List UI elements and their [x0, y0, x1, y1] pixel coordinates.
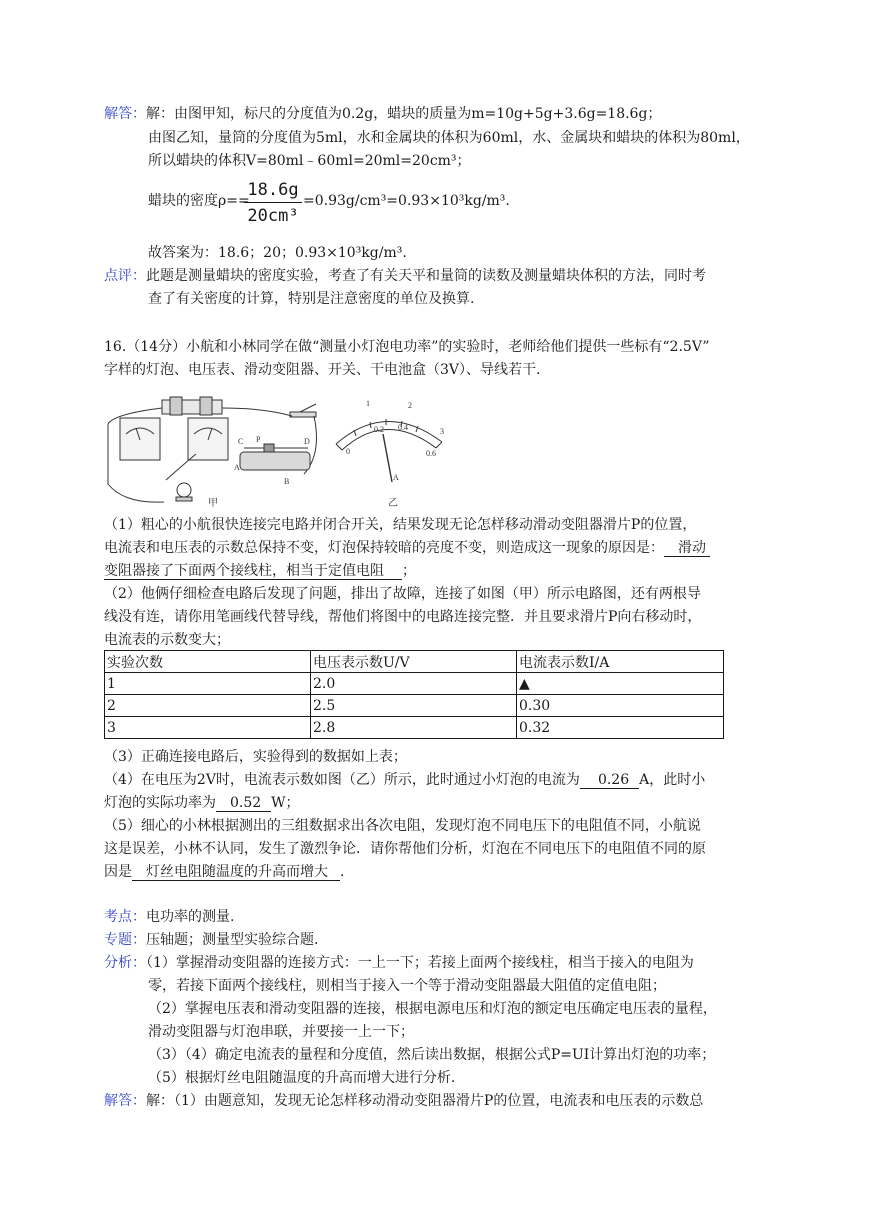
terminal-label: C — [238, 437, 244, 446]
circuit-figure — [104, 394, 464, 510]
dial-tick: 1 — [366, 399, 370, 408]
terminal-label: D — [304, 437, 310, 446]
part-3: （3）正确连接电路后，实验得到的数据如上表； — [104, 749, 407, 765]
answer-blank: 0.26 — [580, 772, 639, 789]
fraction-bar — [244, 202, 302, 203]
answer-blank: 变阻器接了下面两个接线柱，相当于定值电阻 — [104, 563, 402, 580]
part-1: （1）粗心的小航很快连接完电路并闭合开关，结果发现无论怎样移动滑动变阻器滑片P的位置， — [104, 517, 697, 533]
table-row — [105, 673, 724, 695]
answer-2: 解答：解：（1）由题意知，发现无论怎样移动滑动变阻器滑片P的位置，电流表和电压表的示数总 — [104, 1093, 704, 1109]
comment-block: 点评：此题是测量蜡块的密度实验，考查了有关天平和量筒的读数及测量蜡块体积的方法，同时考 — [104, 268, 706, 284]
table-row — [105, 695, 724, 717]
table-header-row — [105, 651, 724, 673]
data-table — [104, 650, 724, 739]
table-cell: 0.32 — [517, 717, 724, 739]
figure-label-a: 甲 — [208, 498, 218, 509]
question-16-title: 16.（14分）小航和小林同学在做“测量小灯泡电功率”的实验时，老师给他们提供一些标有“2.5V” — [104, 339, 710, 355]
answer-label: 解答：解：由图甲知，标尺的分度值为0.2g，蜡块的质量为m=10g+5g+3.6g=18.6g； — [104, 106, 662, 122]
terminal-label: P — [256, 435, 261, 444]
question-16-line: 字样的灯泡、电压表、滑动变阻器、开关、干电池盒（3V）、导线若干. — [104, 362, 541, 378]
part-2: （2）他俩仔细检查电路后发现了问题，排出了故障，连接了如图（甲）所示电路图，还有两根导 — [104, 586, 701, 602]
fenxi-line: （2）掌握电压表和滑动变阻器的连接，根据电源电压和灯泡的额定电压确定电压表的量程， — [148, 1001, 717, 1017]
table-cell: 2 — [105, 695, 311, 717]
table-header: 电压表示数U/V — [311, 651, 517, 673]
part-2-line: 电流表的示数变大； — [104, 632, 230, 648]
dial-tick: 0.2 — [374, 425, 384, 434]
dial-tick: 3 — [440, 427, 444, 436]
zhuanti: 专题：压轴题；测量型实验综合题. — [104, 932, 319, 948]
table-cell: 0.30 — [517, 695, 724, 717]
table-cell: 2.8 — [311, 717, 517, 739]
density-suffix: =0.93g/cm³=0.93×10³kg/m³. — [303, 193, 510, 209]
figure-label-b: 乙 — [388, 498, 398, 509]
fraction-denominator: 20cm³ — [247, 206, 299, 226]
part-4: （4）在电压为2V时，电流表示数如图（乙）所示，此时通过小灯泡的电流为 0.26 A，此时小 — [104, 772, 706, 788]
fenxi: 分析：（1）掌握滑动变阻器的连接方式：一上一下；若接上面两个接线柱，相当于接入的电阻为 — [104, 955, 694, 971]
part-5-line: 因是 灯丝电阻随温度的升高而增大 . — [104, 864, 345, 880]
part-1-line: 变阻器接了下面两个接线柱，相当于定值电阻 ； — [104, 563, 416, 579]
table-cell: 1 — [105, 673, 311, 695]
density-fraction — [244, 180, 302, 230]
table-header: 实验次数 — [105, 651, 311, 673]
fenxi-line: （5）根据灯丝电阻随温度的升高而增大进行分析. — [148, 1070, 456, 1086]
terminal-label: B — [284, 477, 290, 486]
part-2-line: 线没有连，请你用笔画线代替导线，帮他们将图中的电路连接完整．并且要求滑片P向右移动时， — [104, 609, 702, 625]
comment-line: 查了有关密度的计算，特别是注意密度的单位及换算. — [148, 291, 475, 307]
table-row — [105, 717, 724, 739]
fenxi-line: （3）（4）确定电流表的量程和分度值，然后读出数据，根据公式P=UI计算出灯泡的功率； — [148, 1047, 716, 1063]
dial-tick: 0 — [346, 447, 350, 456]
answer-blank: 灯丝电阻随温度的升高而增大 — [132, 864, 340, 881]
dial-tick: 2 — [408, 401, 412, 410]
fraction-numerator: 18.6g — [247, 180, 299, 200]
answer-final: 故答案为：18.6；20；0.93×10³kg/m³. — [148, 245, 407, 261]
dial-tick: 0.4 — [398, 423, 408, 432]
terminal-label: A — [234, 463, 240, 472]
dial-tick: 0.6 — [426, 449, 436, 458]
answer-blank: 滑动 — [664, 540, 710, 557]
answer-line: 由图乙知，量筒的分度值为5ml，水和金属块的体积为60ml，水、金属块和蜡块的体积为80ml， — [148, 130, 750, 146]
table-cell: 2.5 — [311, 695, 517, 717]
fenxi-line: 滑动变阻器与灯泡串联，并要接一上一下； — [148, 1024, 414, 1040]
table-cell: ▲ — [517, 673, 724, 695]
table-cell: 3 — [105, 717, 311, 739]
part-1-line: 电流表和电压表的示数总保持不变，灯泡保持较暗的亮度不变，则造成这一现象的原因是： 滑动 — [104, 538, 710, 558]
part-5-line: 这是误差，小林不认同，发生了激烈争论．请你帮他们分析，灯泡在不同电压下的电阻值不同的原 — [104, 841, 706, 857]
density-prefix: 蜡块的密度ρ== — [148, 193, 250, 209]
fenxi-line: 零，若接下面两个接线柱，则相当于接入一个等于滑动变阻器最大阻值的定值电阻； — [148, 978, 666, 994]
dial-unit: A — [393, 473, 399, 482]
kaodian: 考点：电功率的测量. — [104, 909, 235, 925]
answer-blank: 0.52 — [216, 795, 271, 812]
answer-line: 所以蜡块的体积V=80ml﹣60ml=20ml=20cm³； — [148, 153, 471, 169]
circuit-diagram — [108, 397, 316, 502]
table-header: 电流表示数I/A — [517, 651, 724, 673]
part-4-line: 灯泡的实际功率为 0.52 W； — [104, 795, 300, 811]
part-5: （5）细心的小林根据测出的三组数据求出各次电阻，发现灯泡不同电压下的电阻值不同，小航说 — [104, 818, 701, 834]
table-cell: 2.0 — [311, 673, 517, 695]
